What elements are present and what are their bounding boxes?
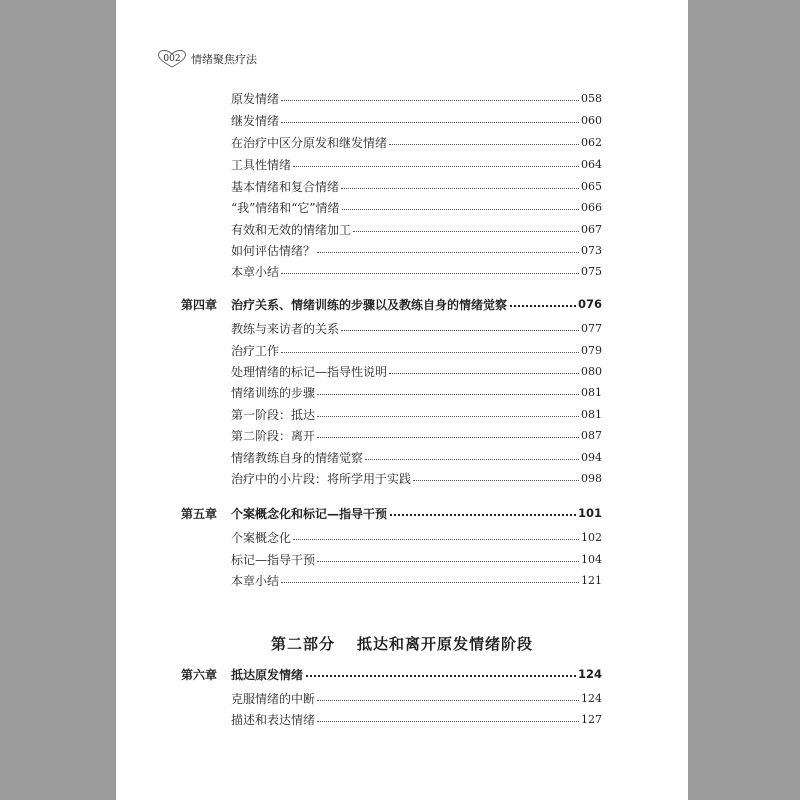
chapter-title: 抵达原发情绪 <box>231 667 304 682</box>
toc-entry[interactable]: 本章小结 075 <box>231 264 602 279</box>
toc-chapter-4[interactable] <box>181 293 602 315</box>
chapter-page: 101 <box>577 506 602 520</box>
toc-page: 124 <box>581 691 602 705</box>
book-title: 情绪聚焦疗法 <box>191 53 257 66</box>
toc-page: 077 <box>581 321 602 335</box>
chapter-label: 第五章 <box>181 506 218 521</box>
toc-entry[interactable]: 在治疗中区分原发和继发情绪 062 <box>231 135 602 150</box>
chapter-label: 第六章 <box>181 667 218 682</box>
part-label: 第二部分 <box>270 635 335 653</box>
toc-entry[interactable]: 描述和表达情绪 127 <box>231 712 602 727</box>
toc-entry[interactable]: 原发情绪 058 <box>231 91 602 106</box>
toc-entry[interactable]: 基本情绪和复合情绪 065 <box>231 179 602 194</box>
toc-page: 098 <box>581 471 602 485</box>
toc-page: 062 <box>581 135 602 149</box>
toc-entry[interactable]: 工具性情绪 064 <box>231 157 602 172</box>
chapter-title: 治疗关系、情绪训练的步骤以及教练自身的情绪觉察 <box>231 297 508 312</box>
toc-entry[interactable]: 情绪训练的步骤 081 <box>231 385 602 400</box>
toc-chapter-5[interactable] <box>181 502 602 524</box>
toc-page: 064 <box>581 157 602 171</box>
heart-page-badge <box>155 49 189 69</box>
toc-page: 081 <box>581 385 602 399</box>
chapter-title: 个案概念化和标记—指导干预 <box>231 506 388 521</box>
chapter-page: 124 <box>577 667 602 681</box>
toc-page: 065 <box>581 179 602 193</box>
toc-page: 067 <box>581 222 602 236</box>
toc-entry[interactable]: 如何评估情绪？ 073 <box>231 243 602 258</box>
toc-entry[interactable]: 有效和无效的情绪加工 067 <box>231 222 602 237</box>
toc-entry[interactable]: 第二阶段：离开 087 <box>231 428 602 443</box>
chapter-label: 第四章 <box>181 297 218 312</box>
toc-page: 104 <box>581 552 602 566</box>
chapter-page: 076 <box>577 297 602 311</box>
part-title: 抵达和离开原发情绪阶段 <box>357 635 534 653</box>
toc-entry[interactable]: 克服情绪的中断 124 <box>231 691 602 706</box>
toc-entry[interactable]: 本章小结 121 <box>231 573 602 588</box>
toc-page: 079 <box>581 343 602 357</box>
toc-page: 073 <box>581 243 602 257</box>
toc-page: 058 <box>581 91 602 105</box>
toc-page: 121 <box>581 573 602 587</box>
toc-page: 060 <box>581 113 602 127</box>
toc-page: 066 <box>581 200 602 214</box>
toc-entry[interactable]: 情绪教练自身的情绪觉察 094 <box>231 450 602 465</box>
toc-entry[interactable]: “我”情绪和“它”情绪 066 <box>231 200 602 215</box>
toc-page: 127 <box>581 712 602 726</box>
toc-entry[interactable]: 标记—指导干预 104 <box>231 552 602 567</box>
toc-entry[interactable]: 处理情绪的标记—指导性说明 080 <box>231 364 602 379</box>
part-heading <box>116 633 688 654</box>
toc-page: 080 <box>581 364 602 378</box>
running-header <box>155 48 257 70</box>
toc-page: 102 <box>581 530 602 544</box>
toc-entry[interactable]: 教练与来访者的关系 077 <box>231 321 602 336</box>
toc-page: 081 <box>581 407 602 421</box>
toc-page: 087 <box>581 428 602 442</box>
toc-entry[interactable]: 第一阶段：抵达 081 <box>231 407 602 422</box>
toc-entry[interactable]: 个案概念化 102 <box>231 530 602 545</box>
page-number: 002 <box>163 54 181 64</box>
toc-page: 075 <box>581 264 602 278</box>
toc-entry[interactable]: 继发情绪 060 <box>231 113 602 128</box>
toc-entry[interactable]: 治疗工作 079 <box>231 343 602 358</box>
toc-page: 094 <box>581 450 602 464</box>
toc-chapter-6[interactable] <box>181 663 602 685</box>
toc-entry[interactable]: 治疗中的小片段：将所学用于实践 098 <box>231 471 602 486</box>
